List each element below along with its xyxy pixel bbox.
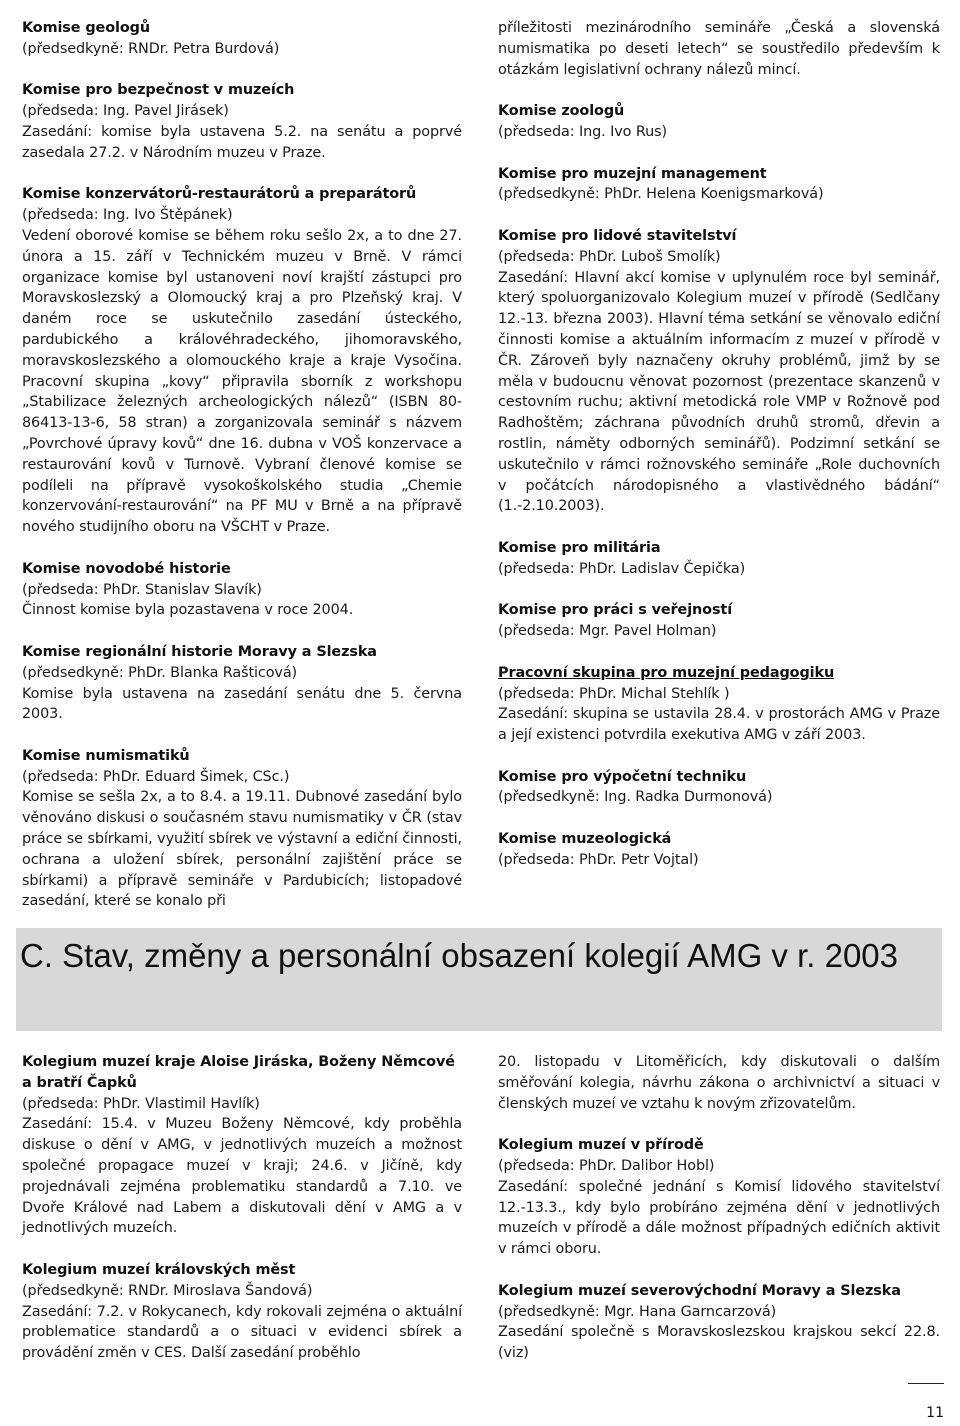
committee-text: Vedení oborové komise se během roku sešlo 2x, a to dne 27. února a 15. září v Technickém muzeu v Brně. V rámci organizace komise byl ustanoveni noví krajští zástupci pro Moravskoslezský a Olomoucký kraj a pro Plzeňský kraj. V daném roce se uskutečnilo zasedání ústeckého, pardubického a královéhradeckého, jihomoravského, moravskoslezského a olomouckého kraje a kraje Vysočina. Pracovní skupina „kovy“ připravila sborník z workshopu „Stabilizace železných archeologických nálezů“ (ISBN 80-86413-13-6, 58 stran) a zorganizovala seminář s názvem „Povrchové úpravy kovů“ dne 16. dubna v VOŠ konzervace a restaurování kovů v Turnově. Vybraní členové komise se podíleli na přípravě vysokoškolského studia „Chemie konzervování-restaurování“ na PF MU v Brně a na přípravě nového studijního oboru na VŠCHT v Praze. <box>22 227 462 536</box>
bottom-right-column <box>498 1052 940 1385</box>
top-left-column <box>22 18 462 933</box>
continuation-text: příležitosti mezinárodního semináře „Česká a slovenská numismatika po deseti letech“ se soustředilo především k otázkám legislativní ochrany nálezů mincí. <box>498 20 940 78</box>
collegium-open-air <box>498 1135 940 1260</box>
committee-chair: (předseda: Ing. Pavel Jirásek) <box>22 103 229 120</box>
numismatics-continuation <box>498 18 940 80</box>
committee-chair: (předseda: PhDr. Eduard Šimek, CSc.) <box>22 768 290 785</box>
committee-heading: Komise pro bezpečnost v muzeích <box>22 82 295 99</box>
committee-chair: (předseda: Ing. Ivo Štěpánek) <box>22 207 233 224</box>
committee-heading: Komise regionální historie Moravy a Slezska <box>22 643 377 660</box>
top-right-column <box>498 18 940 891</box>
collegium-jirasek <box>22 1052 462 1239</box>
committee-text: Činnost komise byla pozastavena v roce 2004. <box>22 602 354 619</box>
committee-text: Zasedání: Hlavní akcí komise v uplynulém roce byl seminář, který spoluorganizovalo Kolegium muzeí v přírodě (Sedlčany 12.-13. března 2003). Hlavní téma setkání se věnovalo ediční činnosti komise a aktuálním informacím z muzeí v přírodě v ČR. Zároveň byly naznačeny okruhy problémů, jimž by se měla v budoucnu věnovat pozornost (prezentace skanzenů v cestovním ruchu; aktivní metodická role VMP v Rožnově pod Radhoštěm; záchrana původních druhů stromů, dřevin a rostlin, náměty odborných seminářů). Podzimní setkání se uskutečnilo v rámci rožnovského semináře „Role duchovních v počátcích národopisného a vlastivědného bádání“ (1.-2.10.2003). <box>498 269 940 515</box>
committee-chair: (předsedkyně: PhDr. Blanka Rašticová) <box>22 664 298 681</box>
collegium-northeast-moravia <box>498 1281 940 1364</box>
committee-heading: Pracovní skupina pro muzejní pedagogiku <box>498 664 835 681</box>
committee-regional-history <box>22 642 462 725</box>
committee-folk-architecture <box>498 226 940 517</box>
committee-heading: Komise pro militária <box>498 539 661 556</box>
committee-geologists <box>22 18 462 60</box>
committee-heading: Komise pro lidové stavitelství <box>498 227 737 244</box>
committee-text: Komise byla ustavena na zasedání senátu dne 5. června 2003. <box>22 685 462 723</box>
committee-conservators <box>22 184 462 538</box>
committee-heading: Komise konzervátorů-restaurátorů a preparátorů <box>22 186 417 203</box>
continuation-text: 20. listopadu v Litoměřicích, kdy diskutovali o dalším směřování kolegia, návrhu zákona o archivnictví a situaci v členských muzeí ve vztahu k novým zřizovatelům. <box>498 1054 940 1112</box>
collegium-text: Zasedání společně s Moravskoslezskou krajskou sekcí 22.8. (viz) <box>498 1324 940 1362</box>
committee-chair: (předseda: PhDr. Stanislav Slavík) <box>22 581 262 598</box>
collegium-heading: Kolegium muzeí královských měst <box>22 1261 296 1278</box>
working-group-pedagogy <box>498 663 940 746</box>
collegium-text: Zasedání: společné jednání s Komisí lidového stavitelství 12.-13.3., kdy bylo probíráno zejména dění v jednotlivých muzeích v přírodě a dále možnost případných edičních aktivit v rámci oboru. <box>498 1178 940 1258</box>
committee-text: Zasedání: komise byla ustavena 5.2. na senátu a poprvé zasedala 27.2. v Národním muzeu v Praze. <box>22 123 462 161</box>
committee-public-relations <box>498 600 940 642</box>
committee-text: Zasedání: skupina se ustavila 28.4. v prostorách AMG v Praze a její existenci potvrdila exekutiva AMG v září 2003. <box>498 706 940 744</box>
committee-security <box>22 80 462 163</box>
committee-modern-history <box>22 559 462 621</box>
collegium-heading: Kolegium muzeí kraje Aloise Jiráska, Boženy Němcové a bratří Čapků <box>22 1054 455 1091</box>
committee-chair: (předsedkyně: RNDr. Petra Burdová) <box>22 40 280 57</box>
collegium-heading: Kolegium muzeí severovýchodní Moravy a Slezska <box>498 1282 901 1299</box>
section-title: C. Stav, změny a personální obsazení kolegií AMG v r. 2003 <box>20 937 899 974</box>
collegium-text: Zasedání: 15.4. v Muzeu Boženy Němcové, kdy proběhla diskuse o dění v AMG, v jednotlivých muzeích a možnost společné propagace muzeí v kraji; 24.6. v Jičíně, kdy projednávali zejména problematiku standardů a 7.10. ve Dvoře Králové nad Labem a diskutovali dění v AMG a v jednotlivých muzeích. <box>22 1116 462 1237</box>
committee-heading: Komise pro výpočetní techniku <box>498 768 747 785</box>
committee-heading: Komise zoologů <box>498 103 625 120</box>
committee-heading: Komise geologů <box>22 20 150 36</box>
collegium-heading: Kolegium muzeí v přírodě <box>498 1137 704 1154</box>
collegium-text: Zasedání: 7.2. v Rokycanech, kdy rokovali zejména o aktuální problematice standardů a o situaci v evidenci sbírek a provádění změn v CES. Další zasedání proběhlo <box>22 1303 462 1362</box>
collegium-chair: (předseda: PhDr. Dalibor Hobl) <box>498 1157 715 1174</box>
footer-rule <box>908 1383 944 1384</box>
committee-chair: (předseda: PhDr. Ladislav Čepička) <box>498 560 746 577</box>
collegium-royal-towns <box>22 1260 462 1364</box>
committee-heading: Komise numismatiků <box>22 747 190 764</box>
committee-heading: Komise pro práci s veřejností <box>498 602 733 619</box>
bottom-left-column <box>22 1052 462 1385</box>
committee-chair: (předseda: PhDr. Luboš Smolík) <box>498 248 721 265</box>
committee-militaria <box>498 538 940 580</box>
committee-management <box>498 164 940 206</box>
page-number: 11 <box>926 1405 944 1421</box>
committee-heading: Komise novodobé historie <box>22 560 231 577</box>
collegium-chair: (předseda: PhDr. Vlastimil Havlík) <box>22 1095 260 1112</box>
committee-chair: (předseda: PhDr. Michal Stehlík ) <box>498 685 730 702</box>
committee-computing <box>498 767 940 809</box>
committee-chair: (předseda: Mgr. Pavel Holman) <box>498 623 717 640</box>
committee-chair: (předseda: PhDr. Petr Vojtal) <box>498 851 699 868</box>
committee-text: Komise se sešla 2x, a to 8.4. a 19.11. Dubnové zasedání bylo věnováno diskusi o současném stavu numismatiky v ČR (stav práce se sbírkami, využití sbírek ve výstavní a ediční činnosti, ochrana a uložení sbírek, personální zajištění práce se sbírkami) a přípravě semináře v Pardubicích; listopadové zasedání, které se konalo při <box>22 789 462 910</box>
collegium-chair: (předsedkyně: Mgr. Hana Garncarzová) <box>498 1303 777 1320</box>
committee-chair: (předseda: Ing. Ivo Rus) <box>498 123 668 140</box>
collegium-chair: (předsedkyně: RNDr. Miroslava Šandová) <box>22 1282 313 1299</box>
committee-numismatics <box>22 746 462 912</box>
committee-zoologists <box>498 101 940 143</box>
committee-chair: (předsedkyně: Ing. Radka Durmonová) <box>498 789 773 806</box>
committee-museology <box>498 829 940 871</box>
royal-towns-continuation <box>498 1052 940 1114</box>
committee-heading: Komise muzeologická <box>498 831 672 848</box>
committee-chair: (předsedkyně: PhDr. Helena Koenigsmarková) <box>498 186 824 203</box>
committee-heading: Komise pro muzejní management <box>498 165 767 182</box>
